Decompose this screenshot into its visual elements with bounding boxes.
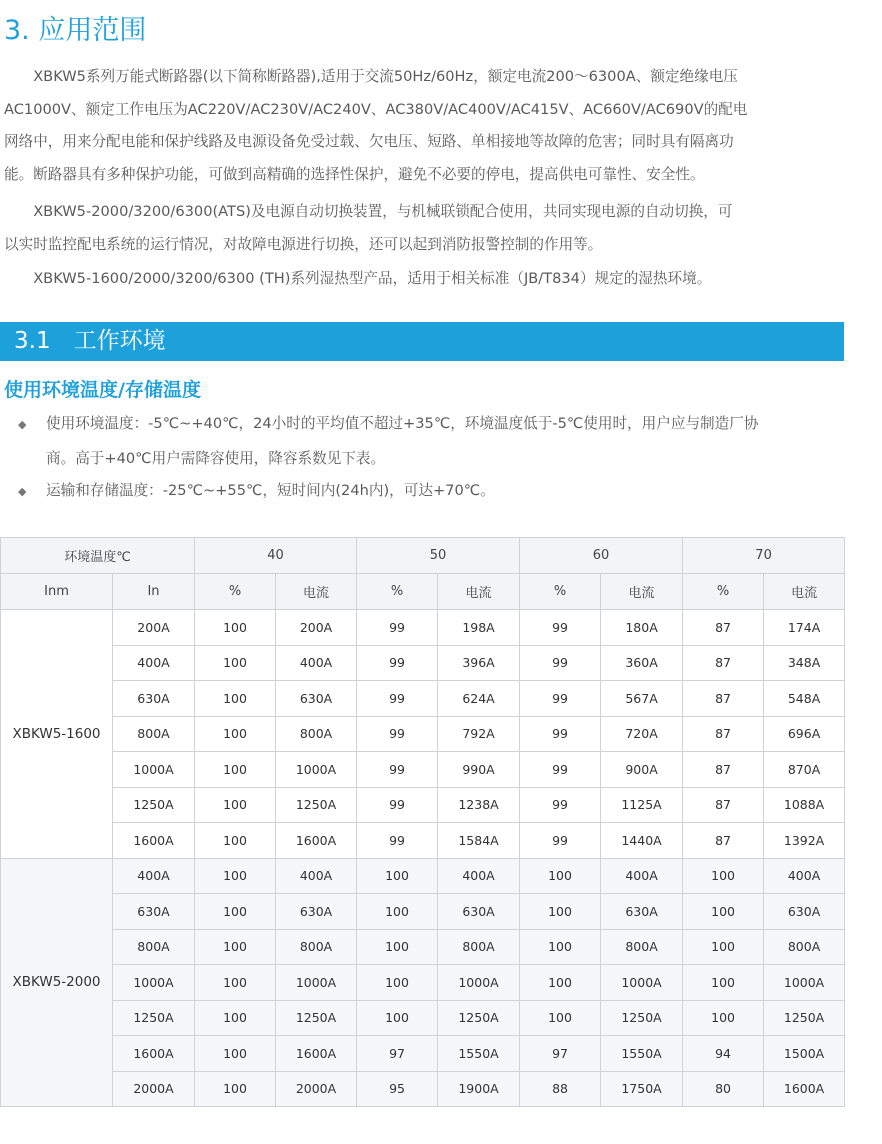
percent-cell: 100 [195,645,276,681]
current-cell: 1250A [438,1000,520,1036]
percent-cell: 87 [683,752,764,788]
current-cell: 1000A [276,965,357,1001]
derating-table [0,537,845,1107]
percent-cell: 100 [195,716,276,752]
rated-current-cell: 1000A [113,752,195,788]
header-percent: % [195,574,276,610]
percent-cell: 95 [357,1071,438,1107]
header-percent: % [520,574,601,610]
header-temp-label: 环境温度℃ [1,538,195,574]
percent-cell: 100 [195,752,276,788]
percent-cell: 87 [683,716,764,752]
current-cell: 900A [601,752,683,788]
paragraph-line: XBKW5-2000/3200/6300(ATS)及电源自动切换装置，与机械联锁配合使用，共同实现电源的自动切换，可 [4,203,733,220]
current-cell: 200A [276,610,357,646]
percent-cell: 80 [683,1071,764,1107]
current-cell: 1238A [438,787,520,823]
current-cell: 1584A [438,823,520,859]
percent-cell: 100 [195,1000,276,1036]
percent-cell: 100 [683,858,764,894]
header-in: In [113,574,195,610]
table-row [1,1000,845,1036]
table-row [1,1036,845,1072]
current-cell: 360A [601,645,683,681]
percent-cell: 99 [520,716,601,752]
table-row [1,858,845,894]
bullet-operating-temp [18,407,758,476]
current-cell: 800A [764,929,845,965]
percent-cell: 100 [357,894,438,930]
header-current: 电流 [276,574,357,610]
table-row [1,787,845,823]
current-cell: 1600A [276,823,357,859]
percent-cell: 100 [195,858,276,894]
percent-cell: 87 [683,787,764,823]
percent-cell: 99 [520,681,601,717]
percent-cell: 99 [520,823,601,859]
table-row [1,752,845,788]
percent-cell: 97 [520,1036,601,1072]
current-cell: 1250A [276,787,357,823]
rated-current-cell: 630A [113,894,195,930]
current-cell: 548A [764,681,845,717]
env-temperature-heading: 使用环境温度/存储温度 [4,379,201,401]
current-cell: 1500A [764,1036,845,1072]
percent-cell: 99 [357,752,438,788]
current-cell: 792A [438,716,520,752]
current-cell: 400A [276,858,357,894]
current-cell: 800A [601,929,683,965]
current-cell: 2000A [276,1071,357,1107]
current-cell: 1750A [601,1071,683,1107]
current-cell: 630A [276,894,357,930]
rated-current-cell: 1600A [113,1036,195,1072]
percent-cell: 100 [195,1071,276,1107]
header-percent: % [683,574,764,610]
rated-current-cell: 400A [113,858,195,894]
table-row [1,645,845,681]
table-header-row [1,538,845,574]
percent-cell: 100 [520,929,601,965]
current-cell: 1900A [438,1071,520,1107]
current-cell: 630A [276,681,357,717]
rated-current-cell: 1250A [113,1000,195,1036]
percent-cell: 100 [195,681,276,717]
percent-cell: 94 [683,1036,764,1072]
model-cell: XBKW5-2000 [1,858,113,1107]
current-cell: 800A [276,716,357,752]
percent-cell: 100 [195,1036,276,1072]
percent-cell: 99 [520,752,601,788]
percent-cell: 99 [357,610,438,646]
table-row [1,610,845,646]
current-cell: 1000A [276,752,357,788]
percent-cell: 100 [683,965,764,1001]
header-temp-60: 60 [520,538,683,574]
current-cell: 1600A [764,1071,845,1107]
percent-cell: 100 [357,858,438,894]
header-current: 电流 [764,574,845,610]
percent-cell: 100 [195,894,276,930]
table-row [1,681,845,717]
rated-current-cell: 2000A [113,1071,195,1107]
percent-cell: 100 [195,610,276,646]
current-cell: 630A [601,894,683,930]
intro-paragraph-1 [4,61,846,191]
table-row [1,965,845,1001]
current-cell: 1250A [276,1000,357,1036]
paragraph-line: XBKW5-1600/2000/3200/6300 (TH)系列湿热型产品，适用于相关标准（JB/T834）规定的湿热环境。 [4,270,712,287]
percent-cell: 100 [357,965,438,1001]
table-row [1,823,845,859]
paragraph-line: XBKW5系列万能式断路器(以下简称断路器),适用于交流50Hz/60Hz，额定电流200～6300A、额定绝缘电压 [4,68,738,85]
percent-cell: 88 [520,1071,601,1107]
percent-cell: 100 [683,894,764,930]
current-cell: 348A [764,645,845,681]
header-temp-40: 40 [195,538,357,574]
current-cell: 696A [764,716,845,752]
diamond-bullet-icon: ◆ [18,485,27,498]
current-cell: 800A [276,929,357,965]
model-cell: XBKW5-1600 [1,610,113,859]
current-cell: 1550A [438,1036,520,1072]
bullet-text-continued: 商。高于+40℃用户需降容使用，降容系数见下表。 [46,450,386,467]
paragraph-line: 网络中，用来分配电能和保护线路及电源设备免受过载、欠电压、短路、单相接地等故障的危害；同时具有隔离功 [4,133,734,150]
current-cell: 400A [438,858,520,894]
percent-cell: 100 [357,1000,438,1036]
table-row [1,1071,845,1107]
table-row [1,929,845,965]
header-temp-50: 50 [357,538,520,574]
percent-cell: 100 [195,787,276,823]
rated-current-cell: 200A [113,610,195,646]
percent-cell: 87 [683,823,764,859]
header-percent: % [357,574,438,610]
current-cell: 1392A [764,823,845,859]
rated-current-cell: 800A [113,929,195,965]
current-cell: 1250A [764,1000,845,1036]
percent-cell: 87 [683,610,764,646]
table-row [1,894,845,930]
bullet-text: 使用环境温度：-5℃~+40℃，24小时的平均值不超过+35℃，环境温度低于-5℃使用时，用户应与制造厂协 [46,415,759,432]
header-current: 电流 [601,574,683,610]
current-cell: 990A [438,752,520,788]
current-cell: 1088A [764,787,845,823]
current-cell: 1000A [601,965,683,1001]
percent-cell: 97 [357,1036,438,1072]
rated-current-cell: 1250A [113,787,195,823]
header-current: 电流 [438,574,520,610]
bullet-storage-temp [18,474,495,509]
table-subheader-row [1,574,845,610]
subsection-header-bar [0,322,844,361]
current-cell: 180A [601,610,683,646]
bullet-line [18,415,758,432]
current-cell: 1440A [601,823,683,859]
current-cell: 1125A [601,787,683,823]
rated-current-cell: 1000A [113,965,195,1001]
current-cell: 400A [276,645,357,681]
current-cell: 400A [764,858,845,894]
current-cell: 630A [438,894,520,930]
current-cell: 198A [438,610,520,646]
current-cell: 630A [764,894,845,930]
percent-cell: 100 [683,929,764,965]
rated-current-cell: 400A [113,645,195,681]
percent-cell: 100 [357,929,438,965]
current-cell: 1000A [764,965,845,1001]
rated-current-cell: 630A [113,681,195,717]
percent-cell: 99 [357,681,438,717]
current-cell: 1000A [438,965,520,1001]
percent-cell: 100 [195,929,276,965]
percent-cell: 99 [357,787,438,823]
rated-current-cell: 800A [113,716,195,752]
current-cell: 800A [438,929,520,965]
table-group [1,610,845,859]
percent-cell: 87 [683,681,764,717]
current-cell: 400A [601,858,683,894]
percent-cell: 100 [520,858,601,894]
paragraph-line: AC1000V、额定工作电压为AC220V/AC230V/AC240V、AC380V/AC400V/AC415V、AC660V/AC690V的配电 [4,100,748,118]
percent-cell: 100 [195,823,276,859]
percent-cell: 99 [520,787,601,823]
percent-cell: 100 [520,965,601,1001]
percent-cell: 99 [520,610,601,646]
current-cell: 1250A [601,1000,683,1036]
intro-paragraph-2 [4,196,846,261]
percent-cell: 99 [357,823,438,859]
percent-cell: 100 [683,1000,764,1036]
percent-cell: 87 [683,645,764,681]
current-cell: 1600A [276,1036,357,1072]
bullet-text: 运输和存储温度：-25℃~+55℃，短时间内(24h内)，可达+70℃。 [46,482,495,499]
percent-cell: 99 [357,645,438,681]
intro-paragraph-3 [4,263,846,296]
percent-cell: 100 [520,1000,601,1036]
current-cell: 624A [438,681,520,717]
header-temp-70: 70 [683,538,845,574]
current-cell: 174A [764,610,845,646]
percent-cell: 99 [520,645,601,681]
current-cell: 720A [601,716,683,752]
percent-cell: 99 [357,716,438,752]
current-cell: 870A [764,752,845,788]
section-title: 3. 应用范围 [4,15,147,46]
current-cell: 567A [601,681,683,717]
header-inm: Inm [1,574,113,610]
percent-cell: 100 [520,894,601,930]
current-cell: 1550A [601,1036,683,1072]
paragraph-line: 以实时监控配电系统的运行情况，对故障电源进行切换，还可以起到消防报警控制的作用等。 [4,235,603,253]
table-group [1,858,845,1107]
diamond-bullet-icon: ◆ [18,418,27,431]
paragraph-line: 能。断路器具有多种保护功能，可做到高精确的选择性保护，避免不必要的停电，提高供电可靠性、安全性。 [4,165,705,183]
percent-cell: 100 [195,965,276,1001]
rated-current-cell: 1600A [113,823,195,859]
subsection-title: 3.1 工作环境 [14,328,166,354]
table-row [1,716,845,752]
current-cell: 396A [438,645,520,681]
